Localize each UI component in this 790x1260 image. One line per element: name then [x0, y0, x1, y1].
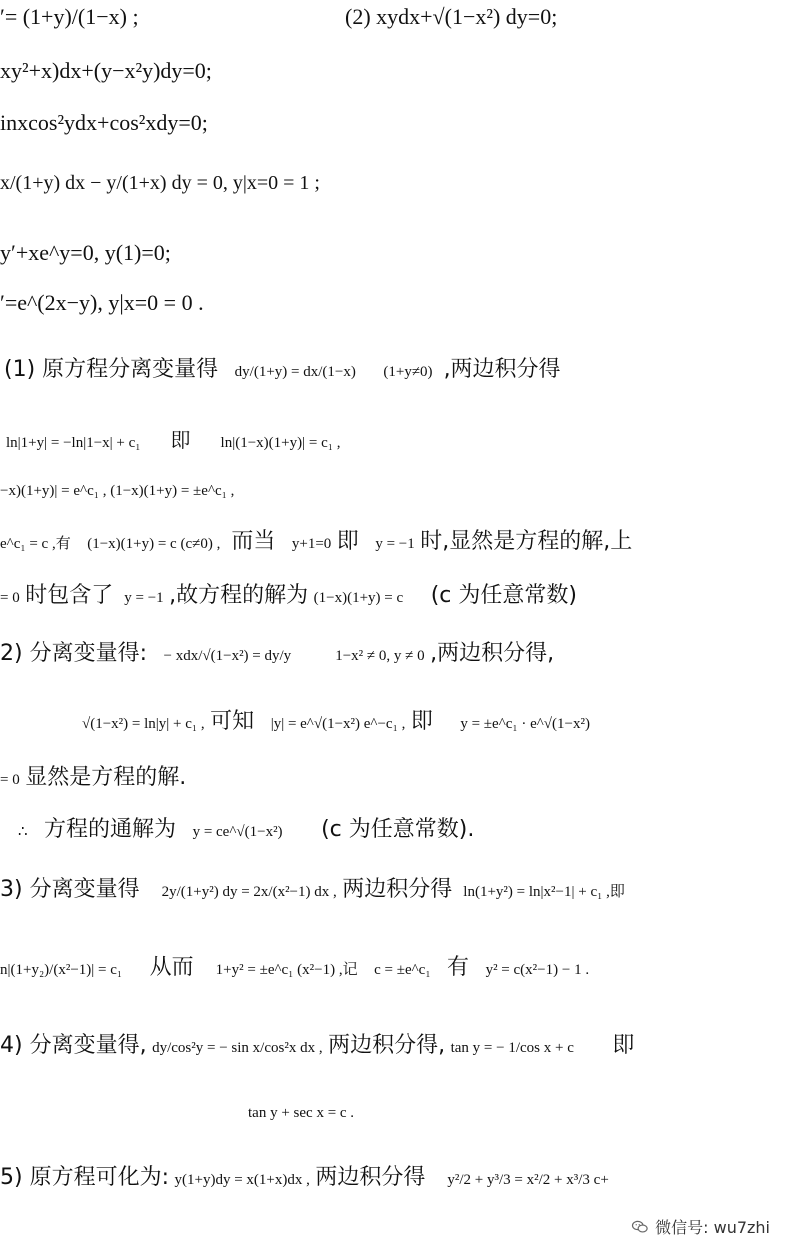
sol1-ji: 即 [170, 428, 191, 452]
sol2-kezhi: 可知 [210, 709, 255, 734]
sol2-y-zero: = 0 [0, 772, 20, 788]
sol1-erdang: 而当 [231, 529, 276, 554]
watermark-label: 微信号: wu7zhi [655, 1218, 770, 1237]
problem-5-text: x/(1+y) dx − y/(1+x) dy = 0, y|x=0 = 1 ; [0, 172, 320, 194]
sol1-general: (1−x)(1+y) = c [313, 590, 404, 606]
sol2-intro: 2) 分离变量得: [0, 641, 147, 666]
problem-3-text: xy²+x)dx+(y−x²y)dy=0; [0, 58, 212, 83]
sol3-c-def: c = ±e^c₁ [374, 962, 431, 978]
sol5-intro: 5) 原方程可化为: [0, 1165, 169, 1190]
sol3-intro: 3) 分离变量得 [0, 877, 140, 902]
sol4-line1 [0, 1028, 634, 1059]
sol1-therefore: ,故方程的解为 [169, 583, 309, 608]
sol4-integrate: 两边积分得, [328, 1033, 446, 1058]
sol4-separated-eq: dy/cos²y = − sin x/cos²x dx , [152, 1040, 323, 1056]
sol1-separated-eq: dy/(1+y) = dx/(1−x) [234, 364, 356, 380]
sol5-result: y²/2 + y³/3 = x²/2 + x³/3 c+ [447, 1172, 609, 1188]
sol1-exp-eq: −x)(1+y)| = e^c₁ , (1−x)(1+y) = ±e^c₁ , [0, 483, 235, 499]
wechat-icon [631, 1218, 649, 1236]
sol2-separated-eq: − xdx/√(1−x²) = dy/y [163, 648, 292, 664]
sol1-c-def: e^c₁ = c ,有 [0, 536, 71, 552]
sol2-ji: 即 [410, 709, 433, 734]
sol1-y-minus-1: y = −1 [375, 536, 415, 552]
sol1-ln-eq: ln|1+y| = −ln|1−x| + c₁ [6, 435, 141, 451]
sol2-integrate: ,两边积分得, [430, 641, 555, 666]
sol3-exp-eq: 1+y² = ±e^c₁ (x²−1) ,记 [215, 962, 358, 978]
problem-1 [0, 4, 139, 30]
sol4-intro: 4) 分离变量得, [0, 1033, 147, 1058]
sol2-y-eq: y = ±e^c₁ · e^√(1−x²) [460, 716, 590, 732]
problem-7-text: ′=e^(2x−y), y|x=0 = 0 . [0, 290, 204, 315]
sol3-ln-eq: ln(1+y²) = ln|x²−1| + c₁ ,即 [463, 884, 625, 900]
sol1-line1 [4, 352, 561, 383]
therefore-symbol: ∴ [18, 824, 28, 840]
sol4-tan-eq: tan y = − 1/cos x + c [450, 1040, 574, 1056]
sol2-condition: 1−x² ≠ 0, y ≠ 0 [335, 648, 425, 664]
sol4-result: tan y + sec x = c . [248, 1105, 355, 1121]
sol2-general-label: 方程的通解为 [44, 817, 177, 842]
sol1-line5 [0, 578, 577, 609]
problem-1-text: ′= (1+y)/(1−x) ; [0, 4, 139, 29]
sol2-abs-eq: |y| = e^√(1−x²) e^−c₁ , [270, 716, 406, 732]
problem-3 [0, 58, 212, 84]
sol2-obvious: 显然是方程的解. [25, 765, 187, 790]
sol1-intro: (1) 原方程分离变量得 [4, 357, 219, 382]
sol5-eq: y(1+y)dy = x(1+x)dx , [174, 1172, 310, 1188]
problem-6 [0, 240, 171, 266]
problem-7 [0, 290, 204, 316]
sol5-line1 [0, 1160, 609, 1191]
sol3-congerr: 从而 [149, 955, 194, 980]
problem-6-text: y′+xe^y=0, y(1)=0; [0, 240, 171, 265]
problem-4-text: inxcos²ydx+cos²xdy=0; [0, 110, 208, 135]
sol3-you: 有 [447, 955, 470, 980]
sol2-general-eq: y = ce^√(1−x²) [192, 824, 283, 840]
sol4-line2 [248, 1100, 354, 1123]
sol3-line2 [0, 950, 589, 981]
sol2-line2 [82, 704, 590, 735]
problem-2-text: (2) xydx+√(1−x²) dy=0; [345, 4, 558, 29]
sol1-line4 [0, 524, 632, 555]
sol1-ln-eq2: ln|(1−x)(1+y)| = c₁ , [220, 435, 341, 451]
sol1-c-zero: = 0 [0, 590, 20, 606]
sol2-const-note: (c 为任意常数). [321, 817, 475, 842]
problem-4 [0, 110, 208, 136]
sol3-separated-eq: 2y/(1+y²) dy = 2x/(x²−1) dx , [161, 884, 337, 900]
problem-2 [345, 4, 557, 30]
sol3-abs-frac: n|(1+y₂)/(x²−1)| = c₁ [0, 962, 123, 978]
problem-5 [0, 172, 320, 195]
sol1-line3 [0, 478, 234, 501]
sol1-y-plus-1: y+1=0 [291, 536, 332, 552]
sol5-integrate: 两边积分得 [315, 1165, 426, 1190]
watermark [631, 1215, 770, 1238]
sol3-integrate: 两边积分得 [342, 877, 453, 902]
sol3-result: y² = c(x²−1) − 1 . [485, 962, 590, 978]
sol1-const-note: (c 为任意常数) [430, 583, 577, 608]
sol1-line2 [6, 424, 340, 453]
sol2-sqrt-eq: √(1−x²) = ln|y| + c₁ , [82, 716, 205, 732]
sol2-line1 [0, 636, 554, 667]
sol2-line4 [18, 812, 474, 843]
sol1-obvious: 时,显然是方程的解,上 [420, 529, 633, 554]
sol1-integrate: ,两边积分得 [443, 357, 561, 382]
sol1-contains: 时包含了 [25, 583, 114, 608]
sol4-ji: 即 [612, 1033, 635, 1058]
sol1-y-minus-1b: y = −1 [124, 590, 164, 606]
sol1-ji2: 即 [336, 529, 359, 554]
sol2-line3 [0, 760, 186, 791]
sol1-c-eq: (1−x)(1+y) = c (c≠0) , [87, 536, 221, 552]
sol3-line1 [0, 872, 625, 903]
sol1-condition: (1+y≠0) [383, 364, 433, 380]
